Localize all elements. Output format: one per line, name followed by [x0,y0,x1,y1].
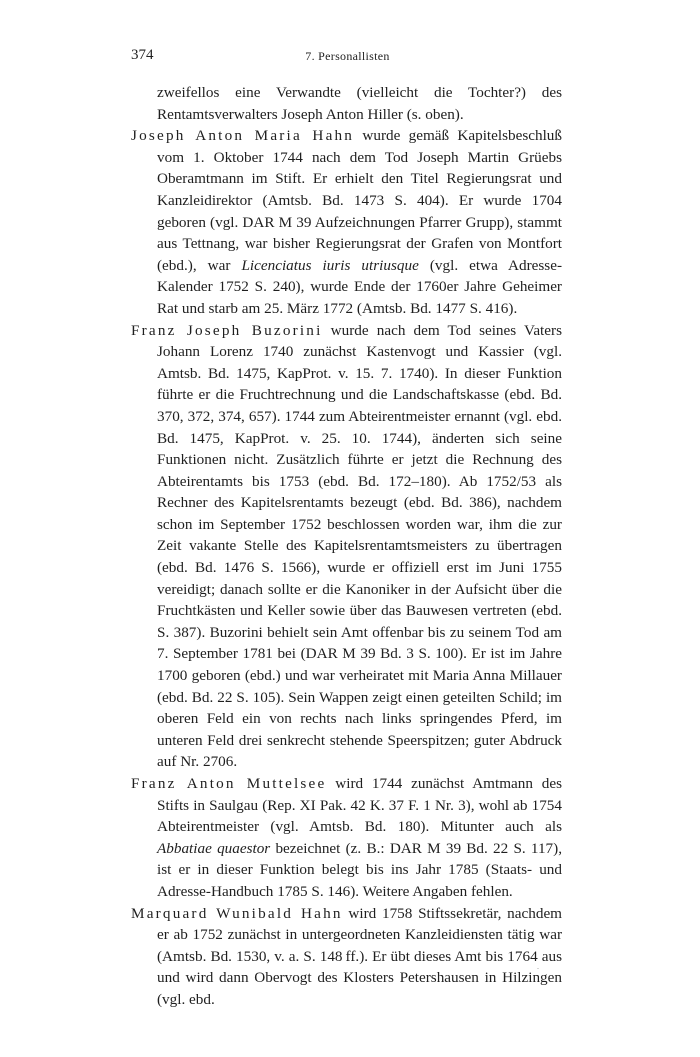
entry-text: wird 1744 zunächst Amtmann des Stifts in Saulgau (Rep. XI Pak. 42 K. 37 F. 1 Nr. 3), wohl ab 1754 Abteirentmeister (vgl. Amtsb. Bd. 180). Mitunter auch als [157,775,562,836]
entry-text: wurde gemäß Kapitelsbeschluß vom 1. Oktober 1744 nach dem Tod Joseph Martin Grüebs Oberamtmann im Stift. Er erhielt den Titel Regierungsrat und Kanzleidirektor (Amtsb. Bd. 1473 S. 404). Er wurde 1704 geboren (vgl. DAR M 39 Aufzeichnungen Pfarrer Grupp), stammt aus Tettnang, war bisher Regierungsrat der Grafen von Montfort (ebd.), war [157,127,562,274]
entry-text: wird 1758 Stiftssekretär, nachdem er ab 1752 zunächst in untergeordneten Kanzleidiensten tätig war (Amtsb. Bd. 1530, v. a. S. 148 ff.). Er übt dieses Amt bis 1764 aus und wird dann Obervogt des Klosters Petershausen in Hilzingen (vgl. ebd. [157,904,562,1008]
latin-term: Licenciatus iuris utriusque [241,256,419,274]
person-name: Franz Joseph Buzorini [131,321,323,339]
page-header [131,47,564,69]
entry-text: (vgl. etwa Adresse-Kalender 1752 S. 240), wurde Ende der 1760er Jahre Geheimer Rat und starb am 25. März 1772 (Amtsb. Bd. 1477 S. 416). [157,256,562,317]
running-title: 7. Personallisten [305,49,390,63]
entry-franz-joseph-buzorini [131,320,562,773]
person-name: Joseph Anton Maria Hahn [131,127,355,145]
latin-term: Abbatiae quaestor [157,839,271,857]
entry-text: wurde nach dem Tod seines Vaters Johann Lorenz 1740 zunächst Kastenvogt und Kassier (vgl. Amtsb. Bd. 1475, KapProt. v. 15. 7. 1740). In dieser Funktion führte er die Fruchtrechnung und die Landschaftskasse (ebd. Bd. 370, 372, 374, 657). 1744 zum Abteirentmeister ernannt (vgl. ebd. Bd. 1475, KapProt. v. 25. 10. 1744), änderten sich seine Funktionen nicht. Zusätzlich führte er jetzt die Rechnung des Abteirentamts bis 1753 (ebd. Bd. 172–180). Ab 1752/​53 als Rechner des Kapitelsrentamts bezeugt (ebd. Bd. 386), nachdem schon im September 1752 beschlossen worden war, ihm die zur Zeit vakante Stelle des Kapitelsrentamtsmeisters zu übertragen (ebd. Bd. 1476 S. 1566), wurde er offiziell erst im Juni 1755 vereidigt; danach sollte er die Kanoniker in der Aufsicht über die Fruchtkästen und Keller sowie über das Bauwesen vertreten (ebd. S. 387). Buzorini behielt sein Amt offenbar bis zu seinem Tod am 7. September 1781 bei (DAR M 39 Bd. 3 S. 100). Er ist im Jahre 1700 geboren (ebd.) und war verheiratet mit Maria Anna Millauer (ebd. Bd. 22 S. 105). Sein Wappen zeigt einen geteilten Schild; im oberen Feld ein von rechts nach links springendes Pferd, im unteren Feld drei senkrecht stehende Speerspitzen; guter Abdruck auf Nr. 2706. [157,321,562,771]
entry-text: zweifellos eine Verwandte (vielleicht die Tochter?) des Rentamtsverwalters Joseph Anton Hiller (s. oben). [157,84,562,123]
body-text [131,82,562,1011]
entry-text: bezeichnet (z. B.: DAR M 39 Bd. 22 S. 117), ist er in dieser Funktion belegt bis ins Jahr 1785 (Staats- und Adresse-Handbuch 1785 S. 146). Weitere Angaben fehlen. [157,839,562,900]
entry-marquard-wunibald-hahn [131,903,562,1011]
person-name: Marquard Wunibald Hahn [131,904,343,922]
page-number: 374 [131,47,154,63]
person-name: Franz Anton Muttelsee [131,775,327,792]
scan-speck [537,968,539,969]
entry-continuation [131,82,562,125]
entry-joseph-anton-maria-hahn [131,125,562,319]
entry-franz-anton-muttelsee [131,773,562,903]
